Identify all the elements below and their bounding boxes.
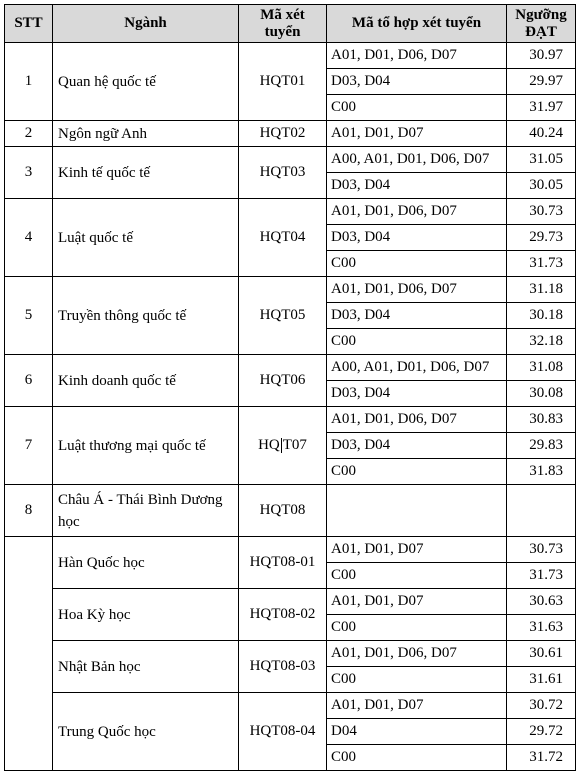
- row-stt: 7: [5, 407, 53, 485]
- row-score: 31.73: [507, 563, 576, 589]
- row-major: Nhật Bản học: [53, 641, 239, 693]
- row-combo: C00: [327, 667, 507, 693]
- row-combo: D03, D04: [327, 173, 507, 199]
- row-score: 30.63: [507, 589, 576, 615]
- row-code: HQT06: [239, 355, 327, 407]
- row-major: Trung Quốc học: [53, 693, 239, 771]
- row-stt: 6: [5, 355, 53, 407]
- row-major: Kinh doanh quốc tế: [53, 355, 239, 407]
- row-score: 30.05: [507, 173, 576, 199]
- header-code: Mã xét tuyển: [239, 5, 327, 43]
- row-combo: C00: [327, 251, 507, 277]
- row-code: HQT01: [239, 43, 327, 121]
- row-combo: A01, D01, D07: [327, 589, 507, 615]
- admission-cutoff-table: [4, 4, 576, 771]
- row-score: 31.73: [507, 251, 576, 277]
- row-score: 29.83: [507, 433, 576, 459]
- row-code: HQT08-03: [239, 641, 327, 693]
- table-row: [5, 355, 576, 381]
- row-score: 31.97: [507, 95, 576, 121]
- row-major: Luật thương mại quốc tế: [53, 407, 239, 485]
- row-combo: C00: [327, 459, 507, 485]
- row-major: Kinh tế quốc tế: [53, 147, 239, 199]
- row-stt: 5: [5, 277, 53, 355]
- row-combo: D04: [327, 719, 507, 745]
- row-combo: A00, A01, D01, D06, D07: [327, 147, 507, 173]
- row-score: 30.72: [507, 693, 576, 719]
- row-code-part: T07: [282, 437, 307, 453]
- table-row: [5, 277, 576, 303]
- row-code: HQT08-02: [239, 589, 327, 641]
- row-stt-empty: [5, 537, 53, 771]
- row-combo: C00: [327, 329, 507, 355]
- row-stt: 8: [5, 485, 53, 537]
- row-combo: A01, D01, D06, D07: [327, 199, 507, 225]
- row-combo: D03, D04: [327, 381, 507, 407]
- row-major: Hoa Kỳ học: [53, 589, 239, 641]
- row-combo: A00, A01, D01, D06, D07: [327, 355, 507, 381]
- row-score: [507, 485, 576, 537]
- row-major: Quan hệ quốc tế: [53, 43, 239, 121]
- header-combo: Mã tổ hợp xét tuyển: [327, 5, 507, 43]
- row-score: 29.97: [507, 69, 576, 95]
- row-code: HQT08-01: [239, 537, 327, 589]
- row-score: 32.18: [507, 329, 576, 355]
- row-score: 30.73: [507, 537, 576, 563]
- row-combo: C00: [327, 563, 507, 589]
- row-code: HQT05: [239, 277, 327, 355]
- row-combo: A01, D01, D06, D07: [327, 43, 507, 69]
- row-combo: D03, D04: [327, 69, 507, 95]
- row-stt: 1: [5, 43, 53, 121]
- row-score: 31.18: [507, 277, 576, 303]
- row-score: 31.61: [507, 667, 576, 693]
- header-stt: STT: [5, 5, 53, 43]
- table-row: [5, 407, 576, 433]
- row-code: HQT08: [239, 485, 327, 537]
- row-code-part: HQ: [258, 437, 280, 453]
- row-stt: 2: [5, 121, 53, 147]
- table-header-row: [5, 5, 576, 43]
- row-combo: D03, D04: [327, 433, 507, 459]
- table-row: [5, 589, 576, 615]
- header-cutoff: Ngưỡng ĐẠT: [507, 5, 576, 43]
- table-row: [5, 147, 576, 173]
- row-score: 30.18: [507, 303, 576, 329]
- table-row: [5, 199, 576, 225]
- header-major: Ngành: [53, 5, 239, 43]
- row-score: 29.72: [507, 719, 576, 745]
- table-row: [5, 693, 576, 719]
- table-row: [5, 485, 576, 537]
- row-major: Truyền thông quốc tế: [53, 277, 239, 355]
- table-row: [5, 43, 576, 69]
- row-combo: A01, D01, D07: [327, 537, 507, 563]
- row-code: [239, 407, 327, 485]
- row-combo: A01, D01, D07: [327, 693, 507, 719]
- row-score: 30.97: [507, 43, 576, 69]
- row-score: 30.83: [507, 407, 576, 433]
- row-combo: A01, D01, D06, D07: [327, 641, 507, 667]
- row-score: 40.24: [507, 121, 576, 147]
- row-code: HQT03: [239, 147, 327, 199]
- row-major: Ngôn ngữ Anh: [53, 121, 239, 147]
- row-combo: A01, D01, D06, D07: [327, 407, 507, 433]
- row-stt: 4: [5, 199, 53, 277]
- row-combo: D03, D04: [327, 225, 507, 251]
- row-code: HQT04: [239, 199, 327, 277]
- row-score: 30.73: [507, 199, 576, 225]
- row-score: 30.61: [507, 641, 576, 667]
- table-row: [5, 537, 576, 563]
- row-major: Luật quốc tế: [53, 199, 239, 277]
- row-score: 31.63: [507, 615, 576, 641]
- table-row: [5, 641, 576, 667]
- row-major: Châu Á - Thái Bình Dương học: [53, 485, 239, 537]
- row-combo: C00: [327, 745, 507, 771]
- row-code: HQT08-04: [239, 693, 327, 771]
- row-score: 31.05: [507, 147, 576, 173]
- row-combo: A01, D01, D06, D07: [327, 277, 507, 303]
- row-code: HQT02: [239, 121, 327, 147]
- text-cursor: [281, 438, 282, 453]
- row-combo: D03, D04: [327, 303, 507, 329]
- row-combo: A01, D01, D07: [327, 121, 507, 147]
- row-stt: 3: [5, 147, 53, 199]
- table-row: [5, 121, 576, 147]
- row-combo: C00: [327, 95, 507, 121]
- row-score: 29.73: [507, 225, 576, 251]
- row-score: 31.72: [507, 745, 576, 771]
- row-score: 31.83: [507, 459, 576, 485]
- row-combo: C00: [327, 615, 507, 641]
- row-combo: [327, 485, 507, 537]
- row-score: 30.08: [507, 381, 576, 407]
- row-score: 31.08: [507, 355, 576, 381]
- row-major: Hàn Quốc học: [53, 537, 239, 589]
